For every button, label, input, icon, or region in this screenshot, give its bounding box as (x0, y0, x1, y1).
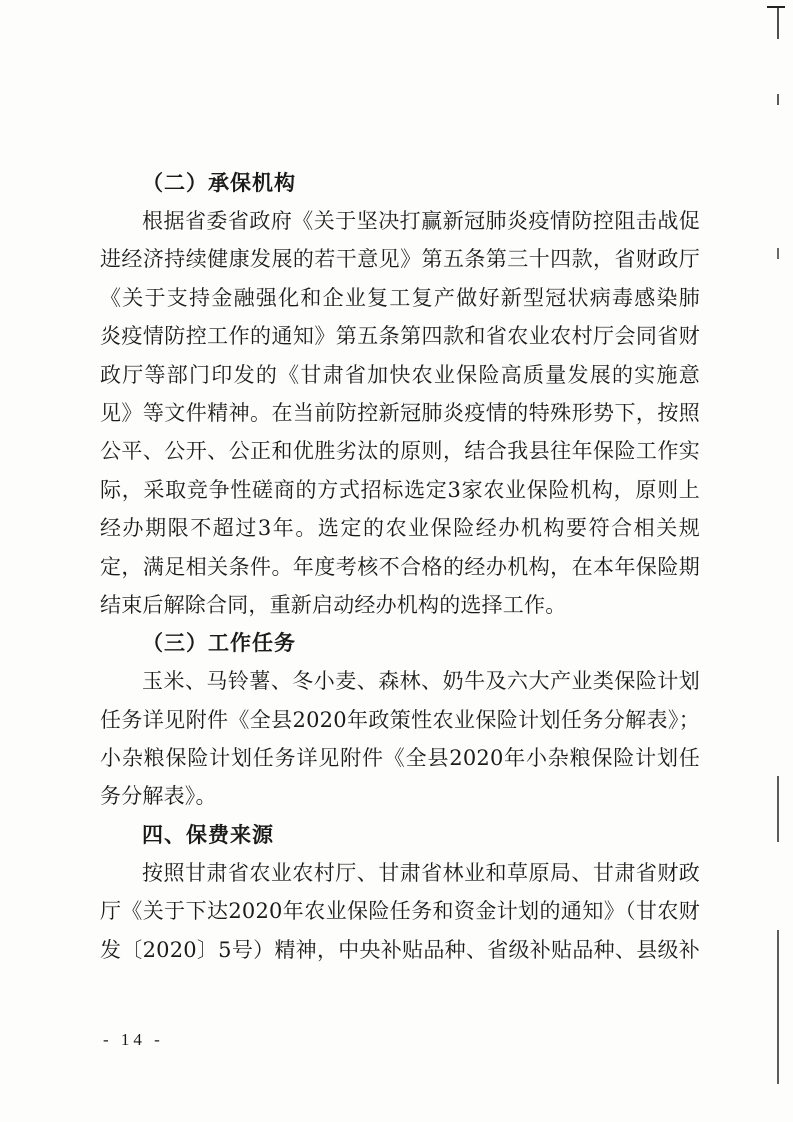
paragraph-line: 进经济持续健康发展的若干意见》第五条第三十四款，省财政厅 (100, 247, 700, 272)
document-body (100, 164, 700, 969)
paragraph-line: 《关于支持金融强化和企业复工复产做好新型冠状病毒感染肺 (100, 285, 700, 310)
paragraph-line: 按照甘肃省农业农村厅、甘肃省林业和草原局、甘肃省财政 (142, 860, 700, 885)
paragraph-line: 见》等文件精神。在当前防控新冠肺炎疫情的特殊形势下，按照 (100, 400, 700, 425)
scan-edge-artifact (777, 6, 779, 1106)
paragraph-line: 厅《关于下达2020年农业保险任务和资金计划的通知》（甘农财 (100, 899, 700, 924)
paragraph-line: 玉米、马铃薯、冬小麦、森林、奶牛及六大产业类保险计划 (142, 669, 700, 694)
paragraph-line: 任务详见附件《全县2020年政策性农业保险计划任务分解表》； (100, 707, 700, 732)
paragraph-line: 际，采取竞争性磋商的方式招标选定3家农业保险机构，原则上 (100, 477, 700, 502)
scan-corner-artifact (767, 6, 785, 8)
paragraph-line: 发〔2020〕5号）精神，中央补贴品种、省级补贴品种、县级补 (100, 937, 700, 962)
paragraph-line: 根据省委省政府《关于坚决打赢新冠肺炎疫情防控阻击战促 (142, 209, 700, 233)
paragraph-line: 结束后解除合同，重新启动经办机构的选择工作。 (100, 592, 567, 617)
paragraph-line: 定，满足相关条件。年度考核不合格的经办机构，在本年保险期 (100, 554, 700, 579)
section-heading-work-tasks: （三）工作任务 (142, 631, 296, 656)
paragraph-line: 公平、公开、公正和优胜劣汰的原则，结合我县往年保险工作实 (100, 439, 700, 464)
paragraph-line: 政厅等部门印发的《甘肃省加快农业保险高质量发展的实施意 (100, 362, 700, 387)
section-heading-underwriter: （二）承保机构 (142, 171, 296, 195)
paragraph-line: 炎疫情防控工作的通知》第五条第四款和省农业农村厅会同省财 (100, 324, 700, 349)
paragraph-line: 小杂粮保险计划任务详见附件《全县2020年小杂粮保险计划任 (100, 746, 700, 771)
page-number: - 14 - (103, 1030, 164, 1049)
paragraph-line: 经办期限不超过3年。选定的农业保险经办机构要符合相关规 (100, 516, 700, 541)
paragraph-line: 务分解表》。 (100, 784, 217, 809)
section-heading-premium-source: 四、保费来源 (142, 822, 274, 847)
